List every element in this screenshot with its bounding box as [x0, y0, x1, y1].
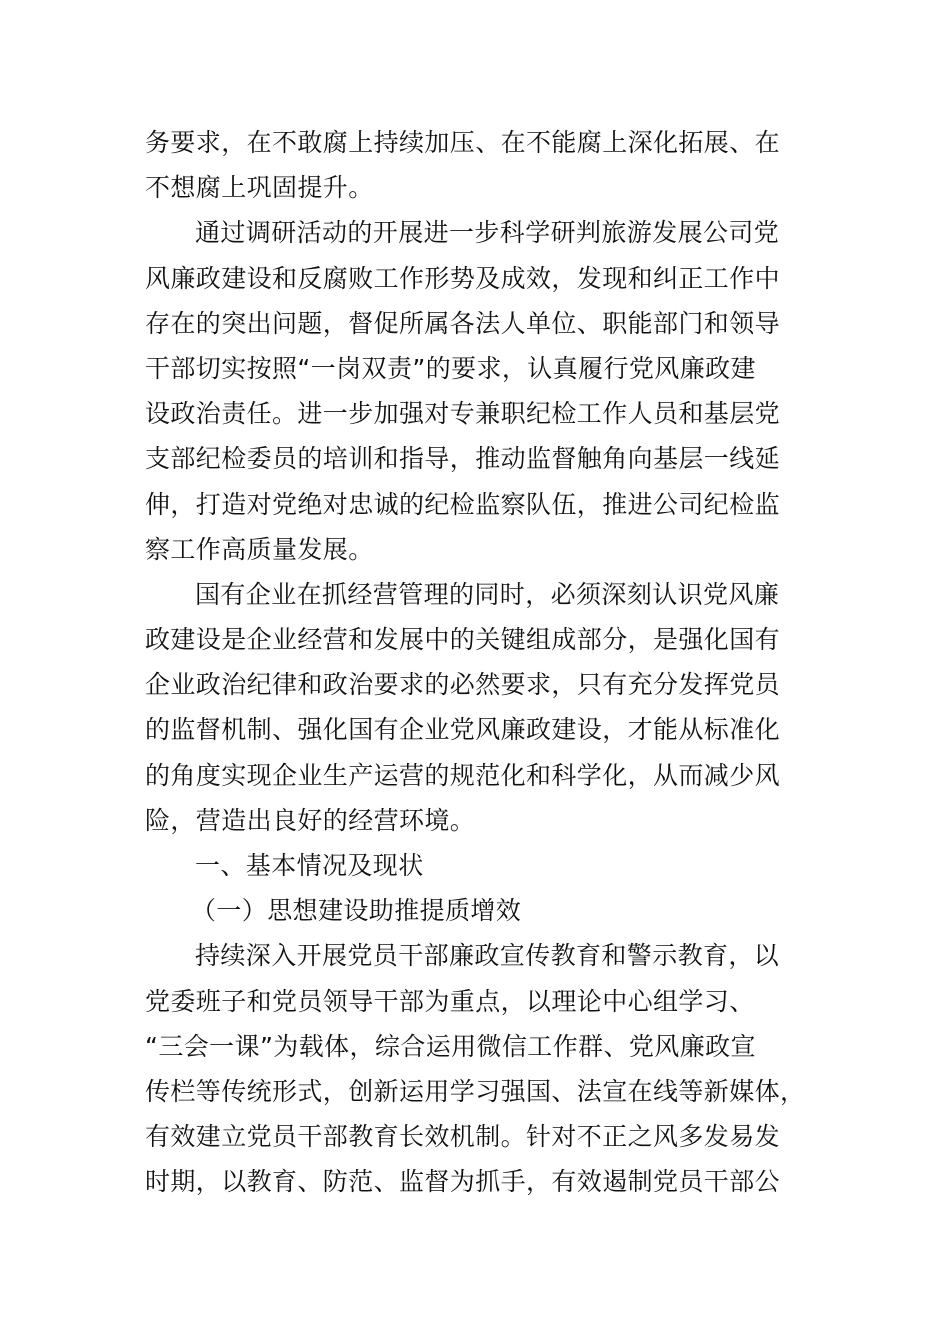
subsection-heading: （一）思想建设助推提质增效: [191, 896, 522, 926]
text-line: 时期，以教育、防范、监督为抓手，有效遏制党员干部公: [145, 1167, 781, 1197]
text-line: 风廉政建设和反腐败工作形势及成效，发现和纠正工作中: [145, 263, 781, 293]
text-line: 政建设是企业经营和发展中的关键组成部分，是强化国有: [145, 625, 781, 655]
text-line: 存在的突出问题，督促所属各法人单位、职能部门和领导: [145, 308, 781, 338]
body-text: [145, 120, 805, 1205]
text-line: 有效建立党员干部教育长效机制。针对不正之风多发易发: [145, 1122, 781, 1152]
paragraph-start-line: 通过调研活动的开展进一步科学研判旅游发展公司党: [195, 218, 780, 248]
text-line: 察工作高质量发展。: [145, 534, 374, 564]
text-line: 不想腐上巩固提升。: [145, 173, 374, 203]
text-line: 的监督机制、强化国有企业党风廉政建设，才能从标准化: [145, 715, 781, 745]
text-line: 险，营造出良好的经营环境。: [145, 805, 476, 835]
text-line: 务要求，在不敢腐上持续加压、在不能腐上深化拓展、在: [145, 128, 781, 157]
text-line: 党委班子和党员领导干部为重点，以理论中心组学习、: [145, 986, 755, 1016]
text-line: 干部切实按照“一岗双责”的要求，认真履行党风廉政建: [145, 353, 756, 383]
text-line: 支部纪检委员的培训和指导，推动监督触角向基层一线延: [145, 444, 781, 474]
text-line: “三会一课”为载体，综合运用微信工作群、党风廉政宣: [145, 1031, 756, 1061]
text-line: 设政治责任。进一步加强对专兼职纪检工作人员和基层党: [145, 399, 781, 429]
paragraph-start-line: 持续深入开展党员干部廉政宣传教育和警示教育，以: [195, 941, 780, 971]
section-heading: 一、基本情况及现状: [195, 851, 424, 880]
paragraph-start-line: 国有企业在抓经营管理的同时，必须深刻认识党风廉: [195, 579, 780, 609]
text-line: 伸，打造对党绝对忠诚的纪检监察队伍，推进公司纪检监: [145, 489, 781, 519]
text-line: 的角度实现企业生产运营的规范化和科学化，从而减少风: [145, 760, 781, 790]
text-line: 传栏等传统形式，创新运用学习强国、法宣在线等新媒体，: [145, 1076, 806, 1106]
text-line: 企业政治纪律和政治要求的必然要求，只有充分发挥党员: [145, 670, 781, 700]
